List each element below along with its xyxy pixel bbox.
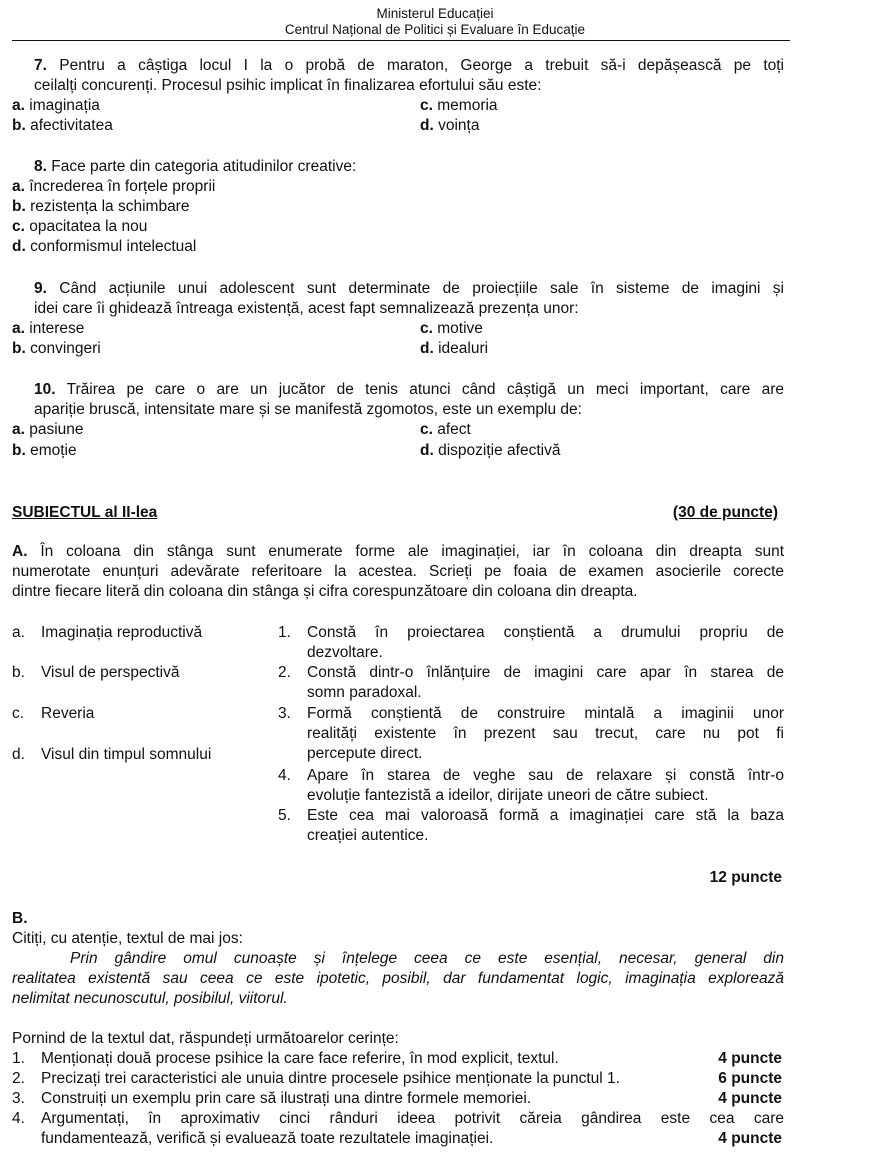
q7-line1 [12, 56, 784, 76]
q9-line1 [12, 279, 784, 299]
q10-line1 [12, 380, 784, 400]
part-a-label: A. [12, 543, 28, 560]
q9-option-c: c. motive [420, 320, 483, 337]
header-ministry: Ministerul Educației [376, 6, 494, 21]
part-a-text-2: numerotate enunțuri adevărate referitoare la acestea. Scrieți pe foaia de examen asocierile corecte [12, 563, 784, 580]
q10-text-1: Trăirea pe care o are un jucător de tenis atunci când câștigă un meci important, care are [66, 381, 784, 398]
part-a-line1 [12, 542, 784, 562]
q10-option-c: c. afect [420, 421, 471, 438]
part-a-points: 12 puncte [709, 869, 782, 886]
q9-text-2: idei care îi ghidează întreaga existență, acest fapt semnalizează prezența unor: [34, 300, 579, 317]
q7-option-b: b. afectivitatea [12, 117, 113, 134]
task-4-points: 4 puncte [718, 1130, 782, 1147]
task-2-points: 6 puncte [718, 1070, 782, 1087]
q10-option-a: a. pasiune [12, 421, 84, 438]
q8-option-c: c. opacitatea la nou [12, 218, 148, 235]
q7-option-c: c. memoria [420, 97, 498, 114]
left-item-b: b. Visul de perspectivă [12, 664, 180, 681]
header-divider [12, 40, 790, 41]
quote-line2: realitatea existentă sau ceea ce este ipotetic, posibil, dar fundamentat logic, imaginația explorează [12, 970, 784, 987]
subject-ii-points: (30 de puncte) [672, 504, 778, 521]
left-item-d: d. Visul din timpul somnului [12, 746, 212, 763]
q9-number: 9. [34, 280, 47, 297]
q7-number: 7. [34, 57, 47, 74]
q9-option-a: a. interese [12, 320, 85, 337]
task-4-continued: fundamentează, verifică și evaluează toate rezultatele imaginației. [41, 1130, 494, 1147]
q9-option-d: d. idealuri [420, 340, 489, 357]
part-a-text-3: dintre fiecare literă din coloana din stânga și cifra corespunzătoare din coloana din dreapta. [12, 583, 638, 600]
part-a-text-1: În coloana din stânga sunt enumerate forme ale imaginației, iar în coloana din dreapta sunt [40, 543, 784, 560]
q9-text-1: Când acțiunile unui adolescent sunt determinate de proiecțiile sale în sisteme de imagini și [59, 280, 784, 297]
q10-number: 10. [34, 381, 56, 398]
quote-line1: Prin gândire omul cunoaște și înțelege ceea ce este esențial, necesar, general din [70, 950, 784, 967]
exam-page: Ministerul Educației Centrul Național de Politici și Evaluare în Educație 7. Pentru a câștiga locul I la o probă de maraton, George a trebuit să-i depășească pe toți ceilalți concurenți. Procesul psihic implicat în finalizarea efortului său este: a. imaginația c. memoria b. afectivitatea d. voința 8. Face parte din categoria atitudinilor creative: a. încrederea în forțele proprii b. rezistența la schimbare c. opacitatea la nou d. conformismul intelectual 9. Când acțiunile unui adolescent sunt determinate de proiecțiile sale în sisteme de imagini și idei care îi ghidează întreaga existență, acest fapt semnalizează prezența unor: a. interese c. motive b. convingeri d. idealuri 10. Trăirea pe care o are un jucător de tenis atunci când câștigă un meci important, care are apariție bruscă, intensitate mare și se manifestă zgomotos, este un exemplu de: a. pasiune c. afect b. emoție d. dispoziție afectivă SUBIECTUL al II-lea (30 de puncte) A. În coloana din stânga sunt enumerate forme ale imaginației, iar în coloana din dreapta sunt numerotate enunțuri adevărate referitoare la acestea. Scrieți pe foaia de examen asocierile corecte dintre fiecare literă din coloana din stânga și cifra corespunzătoare din coloana din dreapta. a. Imaginația reproductivă b. Visul de perspectivă c. Reveria d. Visul din timpul somnului 1. Constă în proiectarea conștientă a drumului propriu de dezvoltare. 2. Constă dintr-o înlănțuire de imagini care apar în starea de somn paradoxal. 3. Formă conștientă de construire mintală a imaginii unor realități existente în prezent sau trecut, care nu pot fi percepute direct. 4. Apare în starea de veghe sau de relaxare și constă într-o evoluție fantezistă a ideilor, dirijate uneori de către subiect. 5. Este cea mai valoroasă formă a imaginației care stă la baza creației autentice. 12 puncte B. Citiți, cu atenție, textul de mai jos: Prin gândire omul cunoaște și înțelege ceea ce este esențial, necesar, general din realitatea existentă sau ceea ce este ipotetic, posibil, dar fundamentat logic, imaginația explorează nelimitat necunoscutul, posibilul, viitorul. Pornind de la textul dat, răspundeți următoarelor cerințe: 1. Menționați două procese psihice la care face referire, în mod explicit, textul. 4 puncte 2. Precizați trei caracteristici ale unuia dintre procesele psihice menționate la punctul 1. 6 puncte 3. Construiți un exemplu prin care să ilustrați una dintre formele memoriei. 4 puncte 4. Argumentați, în aproximativ cinci rânduri ideea potrivit căreia gândirea este cea care fundamentează, verifică și evaluează toate rezultatele imaginației. 4 puncte [0, 0, 870, 1167]
q7-text-2: ceilalți concurenți. Procesul psihic implicat în finalizarea efortului său este: [34, 77, 542, 94]
q8-option-a: a. încrederea în forțele proprii [12, 178, 216, 195]
part-b-label: B. [12, 910, 28, 927]
q10-option-d: d. dispoziție afectivă [420, 442, 561, 459]
q8-option-b: b. rezistența la schimbare [12, 198, 190, 215]
subject-ii-heading [12, 503, 778, 523]
subject-ii-title: SUBIECTUL al II-lea [12, 504, 158, 521]
q9-option-b: b. convingeri [12, 340, 101, 357]
q8-line1 [34, 157, 806, 177]
q10-option-b: b. emoție [12, 442, 77, 459]
q8-number: 8. [34, 158, 47, 175]
q8-option-d: d. conformismul intelectual [12, 238, 197, 255]
task-3-points: 4 puncte [718, 1090, 782, 1107]
q8-text-1: Face parte din categoria atitudinilor creative: [51, 158, 357, 175]
part-b-intro: Citiți, cu atenție, textul de mai jos: [12, 930, 243, 947]
quote-line3: nelimitat necunoscutul, posibilul, viitorul. [12, 990, 288, 1007]
q7-option-d: d. voința [420, 117, 480, 134]
tasks-intro: Pornind de la textul dat, răspundeți următoarelor cerințe: [12, 1030, 399, 1047]
task-1-points: 4 puncte [718, 1050, 782, 1067]
q7-option-a: a. imaginația [12, 97, 100, 114]
left-item-c: c. Reveria [12, 705, 95, 722]
header-center: Centrul Național de Politici și Evaluare în Educație [284, 22, 586, 37]
q7-text-1: Pentru a câștiga locul I la o probă de maraton, George a trebuit să-i depășească pe toți [59, 57, 785, 74]
left-item-a: a. Imaginația reproductivă [12, 624, 203, 641]
q10-text-2: apariție bruscă, intensitate mare și se manifestă zgomotos, este un exemplu de: [34, 401, 582, 418]
